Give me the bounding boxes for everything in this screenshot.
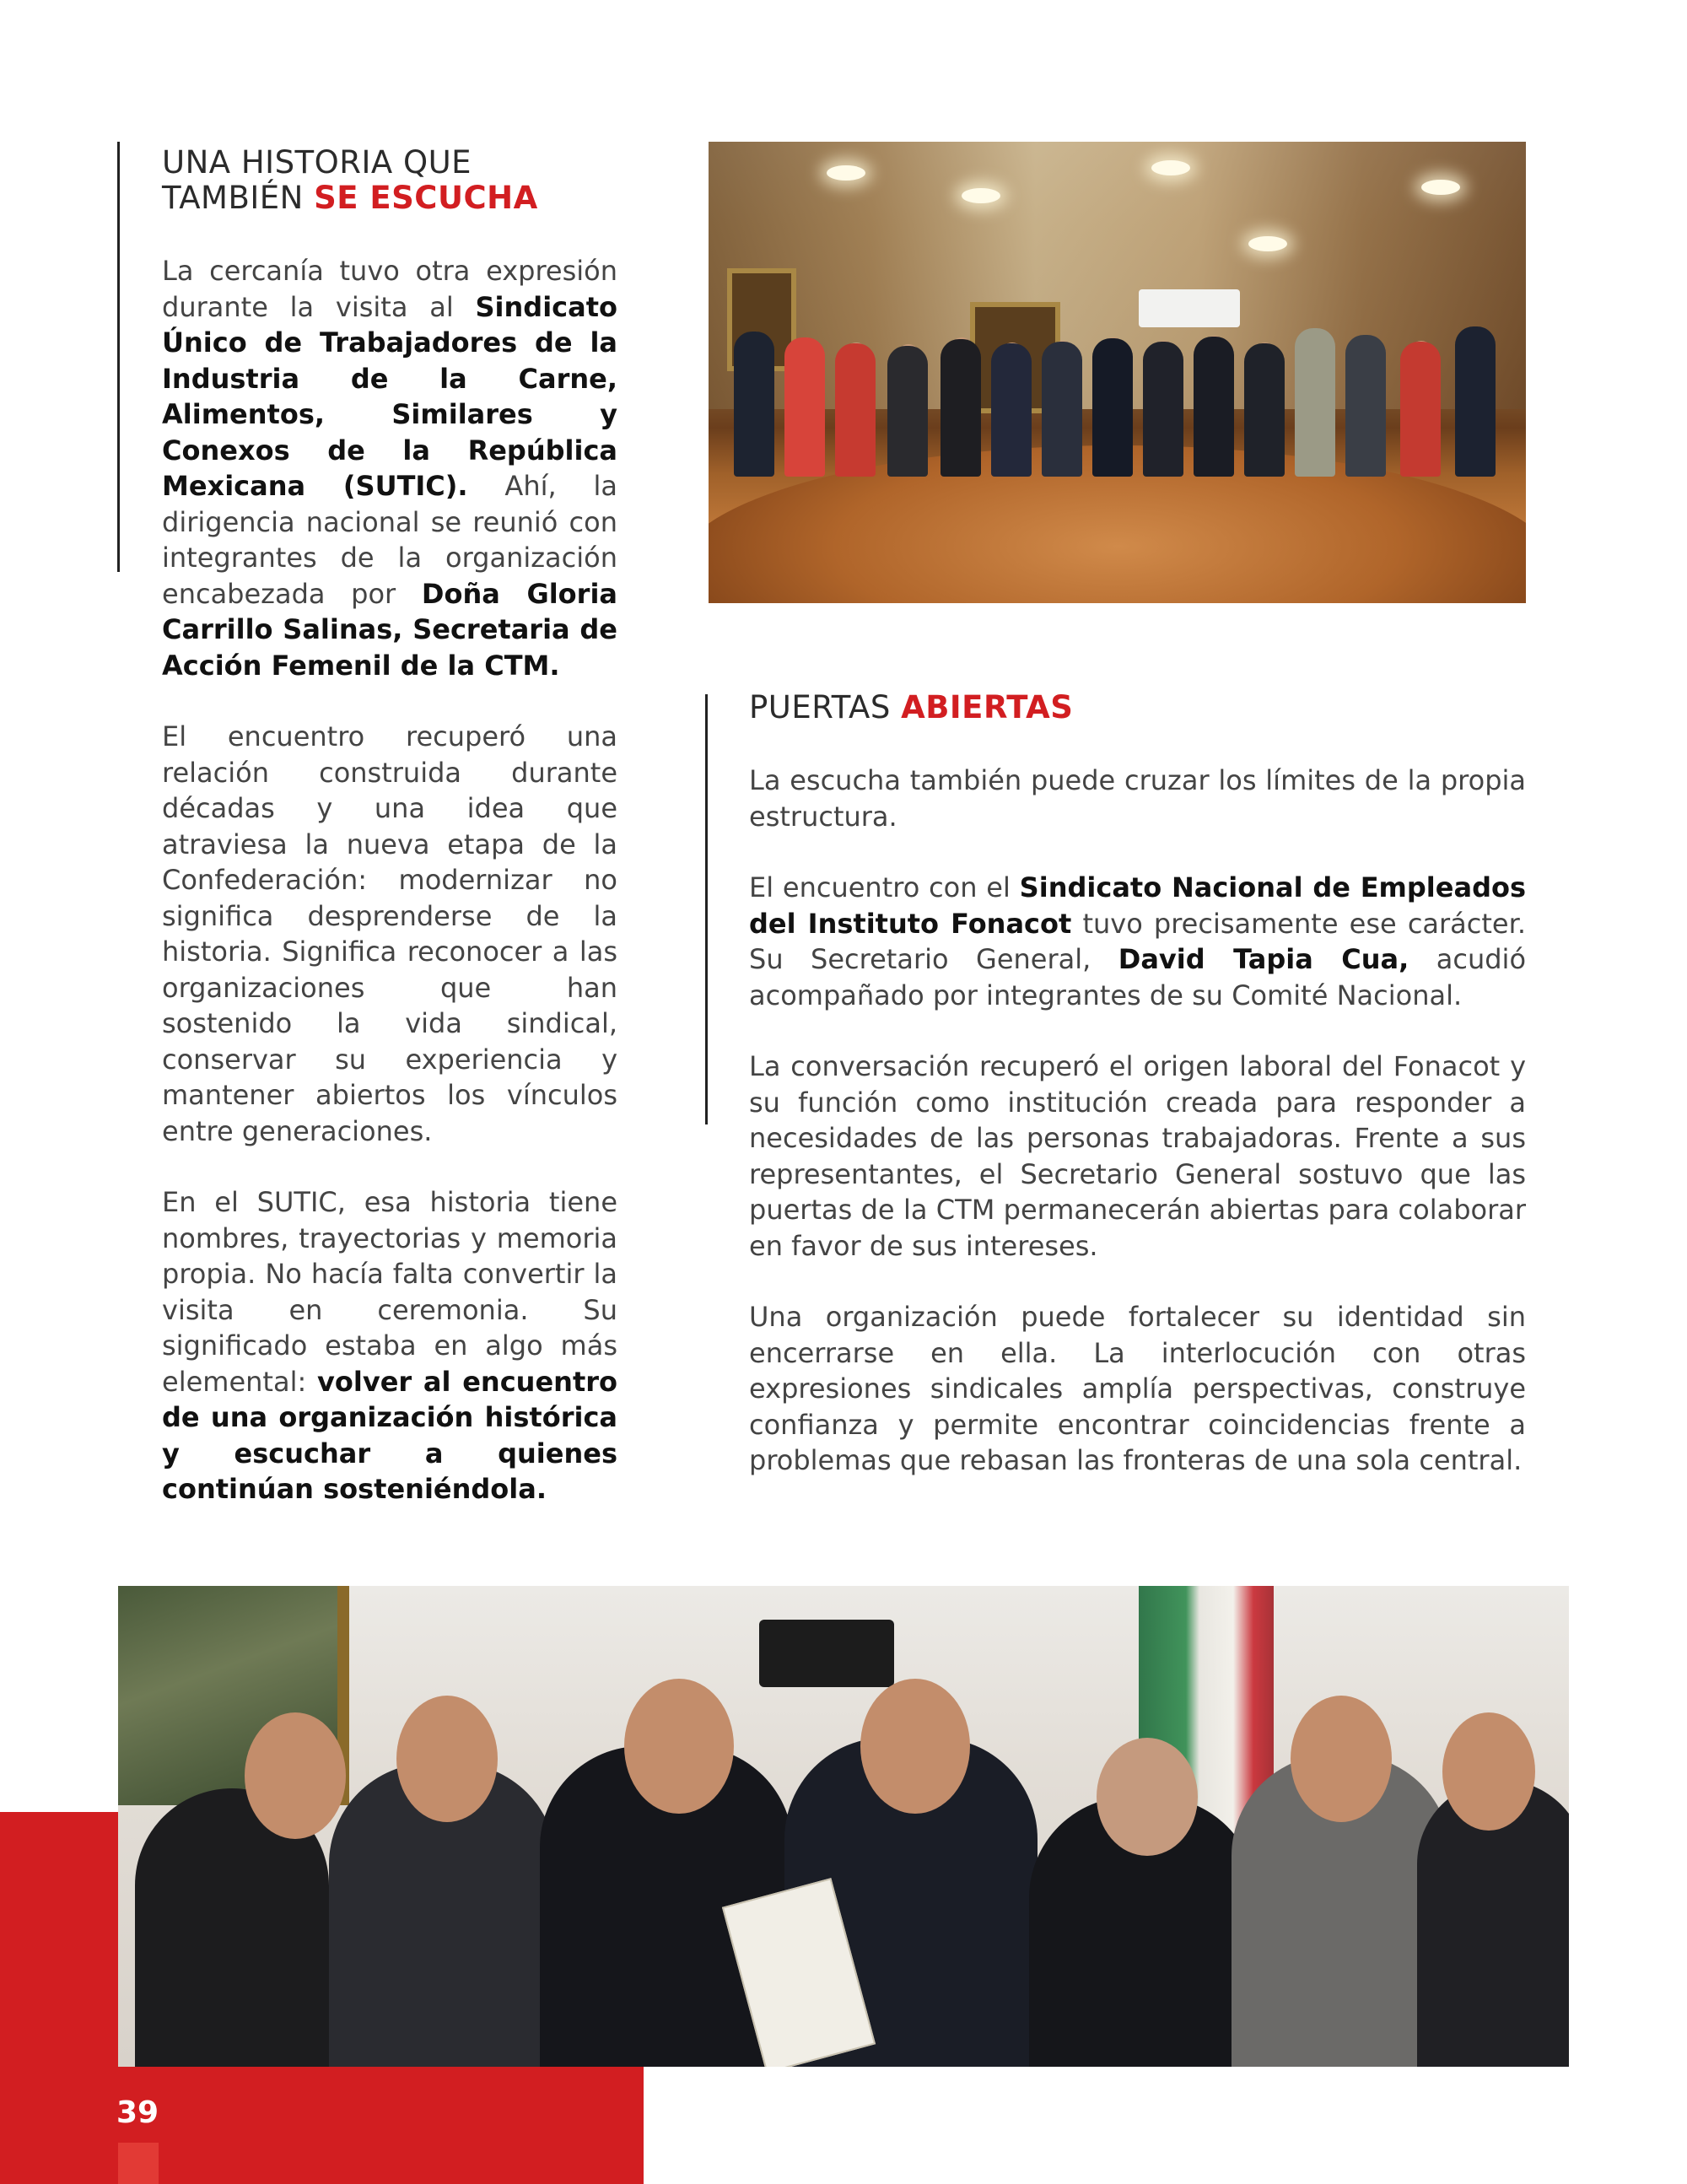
right-p2-text-e: acudió acompañado por integrantes de su Comité Nacional. (749, 943, 1527, 1011)
left-p1-bold-sutic: Sindicato Único de Trabajadores de la Industria de la Carne, Alimentos, Similares y Conexos de la República Mexicana (SUTIC). (162, 290, 617, 502)
left-p3-text-a: En el SUTIC, esa historia tiene nombres, trayectorias y memoria propia. No hacía falta convertir la visita en ceremonia. Su significado estaba en algo más elemental: (162, 1186, 617, 1398)
left-p1-text-c: Ahí, la dirigencia nacional se reunió con integrantes de la organización encabezada por (162, 470, 618, 610)
left-paragraph-2: El encuentro recuperó una relación construida durante décadas y una idea que atraviesa la nueva etapa de la Confederación: modernizar no significa desprenderse de la historia. Significa reconocer a las organizaciones que han sostenido la vida sindical, conservar su experiencia y mantener abiertos los vínculos entre generaciones. (162, 720, 617, 1147)
meeting-group-photo (709, 142, 1526, 603)
left-body-column (162, 253, 617, 1543)
left-p1-text-a: La cercanía tuvo otra expresión durante la visita al (162, 255, 617, 323)
right-paragraph-3: La conversación recuperó el origen laboral del Fonacot y su función como institución creada para responder a necesidades de las personas trabajadoras. Frente a sus representantes, el Secretario General sostuvo que las puertas de la CTM permanecerán abiertas para colaborar en favor de sus intereses. (749, 1050, 1526, 1262)
left-heading-line1: UNA HISTORIA QUE (162, 144, 472, 181)
right-p2-bold-david: David Tapia Cua, (1118, 943, 1409, 975)
right-body-column (749, 763, 1526, 1514)
right-p2-text-c: tuvo precisamente ese carácter. Su Secretario General, (749, 907, 1527, 975)
left-heading-line2-plain: TAMBIÉN (162, 180, 315, 216)
right-paragraph-2 (749, 870, 1526, 1013)
left-paragraph-3 (162, 1184, 617, 1507)
right-paragraph-4: Una organización puede fortalecer su identidad sin encerrarse en ella. La interlocución con otras expresiones sindicales amplía perspectivas, construye confianza y permite encontrar coincidencias frente a problemas que rebasan las fronteras de una sola central. (749, 1301, 1526, 1476)
right-heading-rule (705, 694, 708, 1124)
page-number: 39 (116, 2095, 159, 2130)
page-number-tab (118, 2143, 159, 2184)
right-p2-text-a: El encuentro con el (749, 871, 1020, 903)
left-section-heading (162, 145, 538, 216)
delegation-group-photo (118, 1586, 1569, 2067)
left-heading-rule (117, 142, 120, 572)
right-heading-accent: ABIERTAS (901, 689, 1074, 725)
left-heading-line2-accent: SE ESCUCHA (314, 180, 538, 216)
right-heading-plain: PUERTAS (749, 689, 902, 725)
right-paragraph-1: La escucha también puede cruzar los límites de la propia estructura. (749, 764, 1526, 833)
right-section-heading (749, 690, 1073, 725)
right-p2-bold-sindicato: Sindicato Nacional de Empleados del Instituto Fonacot (749, 871, 1527, 940)
left-p1-bold-gloria: Doña Gloria Carrillo Salinas, Secretaria de Acción Femenil de la CTM. (162, 577, 618, 682)
left-paragraph-1 (162, 253, 617, 683)
left-p3-bold: volver al encuentro de una organización histórica y escuchar a quienes continúan sosteniéndola. (162, 1365, 618, 1505)
